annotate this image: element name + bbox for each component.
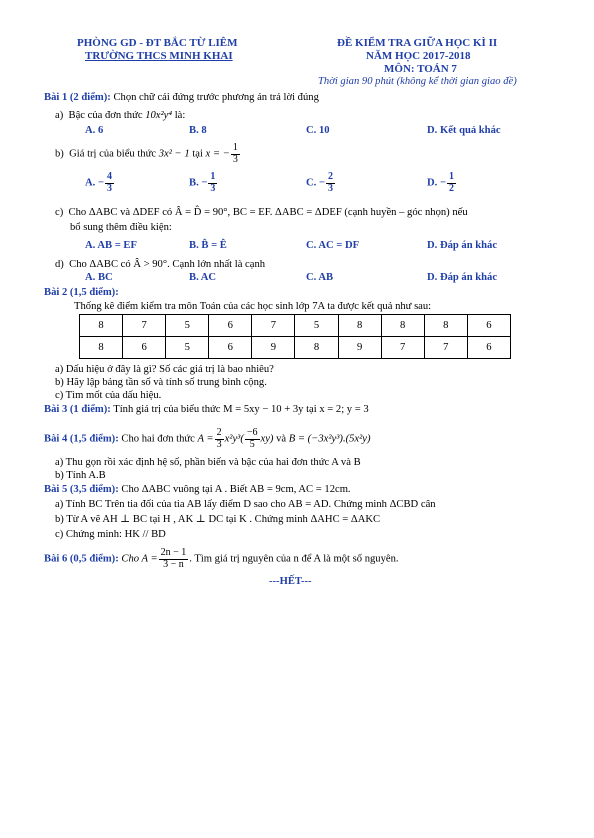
exam-title: ĐỀ KIỂM TRA GIỮA HỌC KÌ II	[337, 37, 498, 49]
score-row	[80, 315, 511, 337]
score-cell: 7	[381, 337, 424, 359]
qb-prefix: b)	[55, 148, 64, 160]
bai1-text: Chọn chữ cái đứng trước phương án trả lời đúng	[113, 92, 319, 103]
qa-expr: 10x²y⁴	[145, 110, 173, 121]
qb-expr: 3x² − 1	[158, 148, 190, 160]
bai2-qb: b) Hãy lập bảng tần số và tính số trung bình cộng.	[55, 377, 267, 388]
qd-option-b: B. AC	[189, 272, 217, 283]
bai4-a-mid: x²y³(	[224, 433, 244, 445]
score-cell: 8	[295, 337, 338, 359]
bai6	[44, 548, 399, 570]
bai1-qb	[55, 143, 241, 165]
bai5-qc: c) Chứng minh: HK // BD	[55, 529, 166, 540]
bai1-qd	[55, 259, 265, 271]
bai5-label: Bài 5 (3,5 điểm):	[44, 484, 119, 495]
qc-line1: Cho ΔABC và ΔDEF có Â = D̂ = 90°, BC = EF. ΔABC = ΔDEF (cạnh huyền – góc nhọn) nếu	[68, 207, 468, 218]
score-cell: 8	[80, 337, 123, 359]
score-cell: 9	[252, 337, 295, 359]
score-cell: 8	[80, 315, 123, 337]
school-year: NĂM HỌC 2017-2018	[366, 50, 471, 62]
qd-option-d: D. Đáp án khác	[427, 272, 498, 283]
score-cell: 8	[338, 315, 381, 337]
qc-line2: bổ sung thêm điều kiện:	[70, 222, 172, 233]
school-name: TRƯỜNG THCS MINH KHAI	[85, 50, 233, 62]
score-cell: 6	[209, 315, 252, 337]
bai4-and: và	[276, 433, 287, 445]
score-row	[80, 337, 511, 359]
qb-option-d: D. − $\frac{1}{2}$	[427, 171, 455, 194]
qb-xeq: x = −	[205, 148, 230, 160]
bai5-qb: b) Từ A vẽ AH ⊥ BC tại H , AK ⊥ DC tại K . Chứng minh ΔAHC = ΔAKC	[55, 514, 381, 525]
qd-text: Cho ΔABC có Â > 90°. Cạnh lớn nhất là cạnh	[69, 259, 266, 270]
qa-option-a: A. 6	[85, 125, 104, 136]
score-cell: 5	[166, 337, 209, 359]
score-table	[79, 314, 511, 359]
bai3-text: Tính giá trị của biểu thức M = 5xy − 10 + 3y tại x = 2; y = 3	[113, 404, 369, 415]
bai4-a-frac2: $\frac{-6}{5}$	[246, 427, 258, 450]
end-marker: ---HẾT---	[269, 576, 312, 587]
bai2-intro: Thống kê điểm kiểm tra môn Toán của các học sinh lớp 7A ta được kết quả như sau:	[74, 301, 432, 312]
qc-option-c: C. AC = DF	[306, 240, 360, 251]
duration-note: Thời gian 90 phút (không kể thời gian giao đề)	[318, 76, 517, 87]
bai4-label: Bài 4 (1,5 điểm):	[44, 433, 119, 445]
bai1-qa	[55, 110, 185, 122]
bai4-b-expr: B = (−3x²y³).(5x²y)	[288, 433, 371, 445]
score-cell: 7	[252, 315, 295, 337]
bai6-label: Bài 6 (0,5 điểm):	[44, 553, 119, 565]
qc-option-d: D. Đáp án khác	[427, 240, 498, 251]
qc-option-b: B. B̂ = Ê	[189, 240, 227, 251]
qa-option-b: B. 8	[189, 125, 207, 136]
qd-option-a: A. BC	[85, 272, 113, 283]
score-cell: 6	[209, 337, 252, 359]
qa-option-c: C. 10	[306, 125, 330, 136]
bai4-a-frac: $\frac{2}{3}$	[216, 427, 222, 450]
score-cell: 7	[123, 315, 166, 337]
qb-option-b: B. − $\frac{1}{3}$	[189, 171, 216, 194]
dept-name: PHÒNG GD - ĐT BẮC TỪ LIÊM	[77, 37, 238, 49]
score-cell: 9	[338, 337, 381, 359]
bai5-text: Cho ΔABC vuông tại A . Biết AB = 9cm, AC = 12cm.	[121, 484, 351, 495]
bai4-a-end: xy)	[260, 433, 274, 445]
bai6-post: . Tìm giá trị nguyên của n để A là một số nguyên.	[189, 553, 399, 565]
bai2-qc: c) Tìm mốt của dấu hiệu.	[55, 390, 162, 401]
qc-prefix: c)	[55, 207, 64, 218]
score-cell: 6	[467, 337, 510, 359]
qa-suffix: là:	[174, 110, 186, 121]
subject: MÔN: TOÁN 7	[384, 63, 457, 75]
bai6-frac: $\frac{2n - 1}{3 - n}$	[160, 547, 187, 570]
score-cell: 5	[166, 315, 209, 337]
bai2-label: Bài 2 (1,5 điểm):	[44, 287, 119, 298]
qa-option-d: D. Kết quả khác	[427, 125, 501, 136]
bai4-qb: b) Tính A.B	[55, 470, 106, 481]
qd-option-c: C. AB	[306, 272, 334, 283]
bai4	[44, 428, 371, 450]
bai4-qa: a) Thu gọn rồi xác định hệ số, phần biến và bậc của hai đơn thức A và B	[55, 457, 361, 468]
bai5	[44, 484, 351, 496]
qa-text: Bậc của đơn thức	[68, 110, 143, 121]
bai4-a-pre: A =	[197, 433, 214, 445]
score-cell: 8	[381, 315, 424, 337]
score-cell: 8	[424, 315, 467, 337]
qc-option-a: A. AB = EF	[85, 240, 137, 251]
bai1-qc	[55, 207, 468, 219]
bai1-label: Bài 1 (2 điểm):	[44, 92, 111, 103]
bai1-heading	[44, 92, 319, 104]
qb-option-a: A. − $\frac{4}{3}$	[85, 171, 113, 194]
score-cell: 6	[467, 315, 510, 337]
qb-option-c: C. − $\frac{2}{3}$	[306, 171, 334, 194]
bai2-qa: a) Dấu hiệu ở đây là gì? Số các giá trị là bao nhiêu?	[55, 364, 274, 375]
bai5-qa: a) Tính BC Trên tia đối của tia AB lấy điểm D sao cho AB = AD. Chứng minh ΔCBD cân	[55, 499, 436, 510]
score-cell: 5	[295, 315, 338, 337]
score-cell: 6	[123, 337, 166, 359]
qd-prefix: d)	[55, 259, 64, 270]
qb-at: tại	[192, 148, 203, 160]
bai3-label: Bài 3 (1 điểm):	[44, 404, 111, 415]
qb-text: Giá trị của biểu thức	[69, 148, 157, 160]
qb-fraction: $\frac{1}{3}$	[232, 142, 238, 165]
bai6-pre: Cho A =	[121, 553, 158, 565]
score-cell: 7	[424, 337, 467, 359]
qa-prefix: a)	[55, 110, 64, 121]
bai4-text: Cho hai đơn thức	[121, 433, 195, 445]
bai3	[44, 404, 369, 416]
